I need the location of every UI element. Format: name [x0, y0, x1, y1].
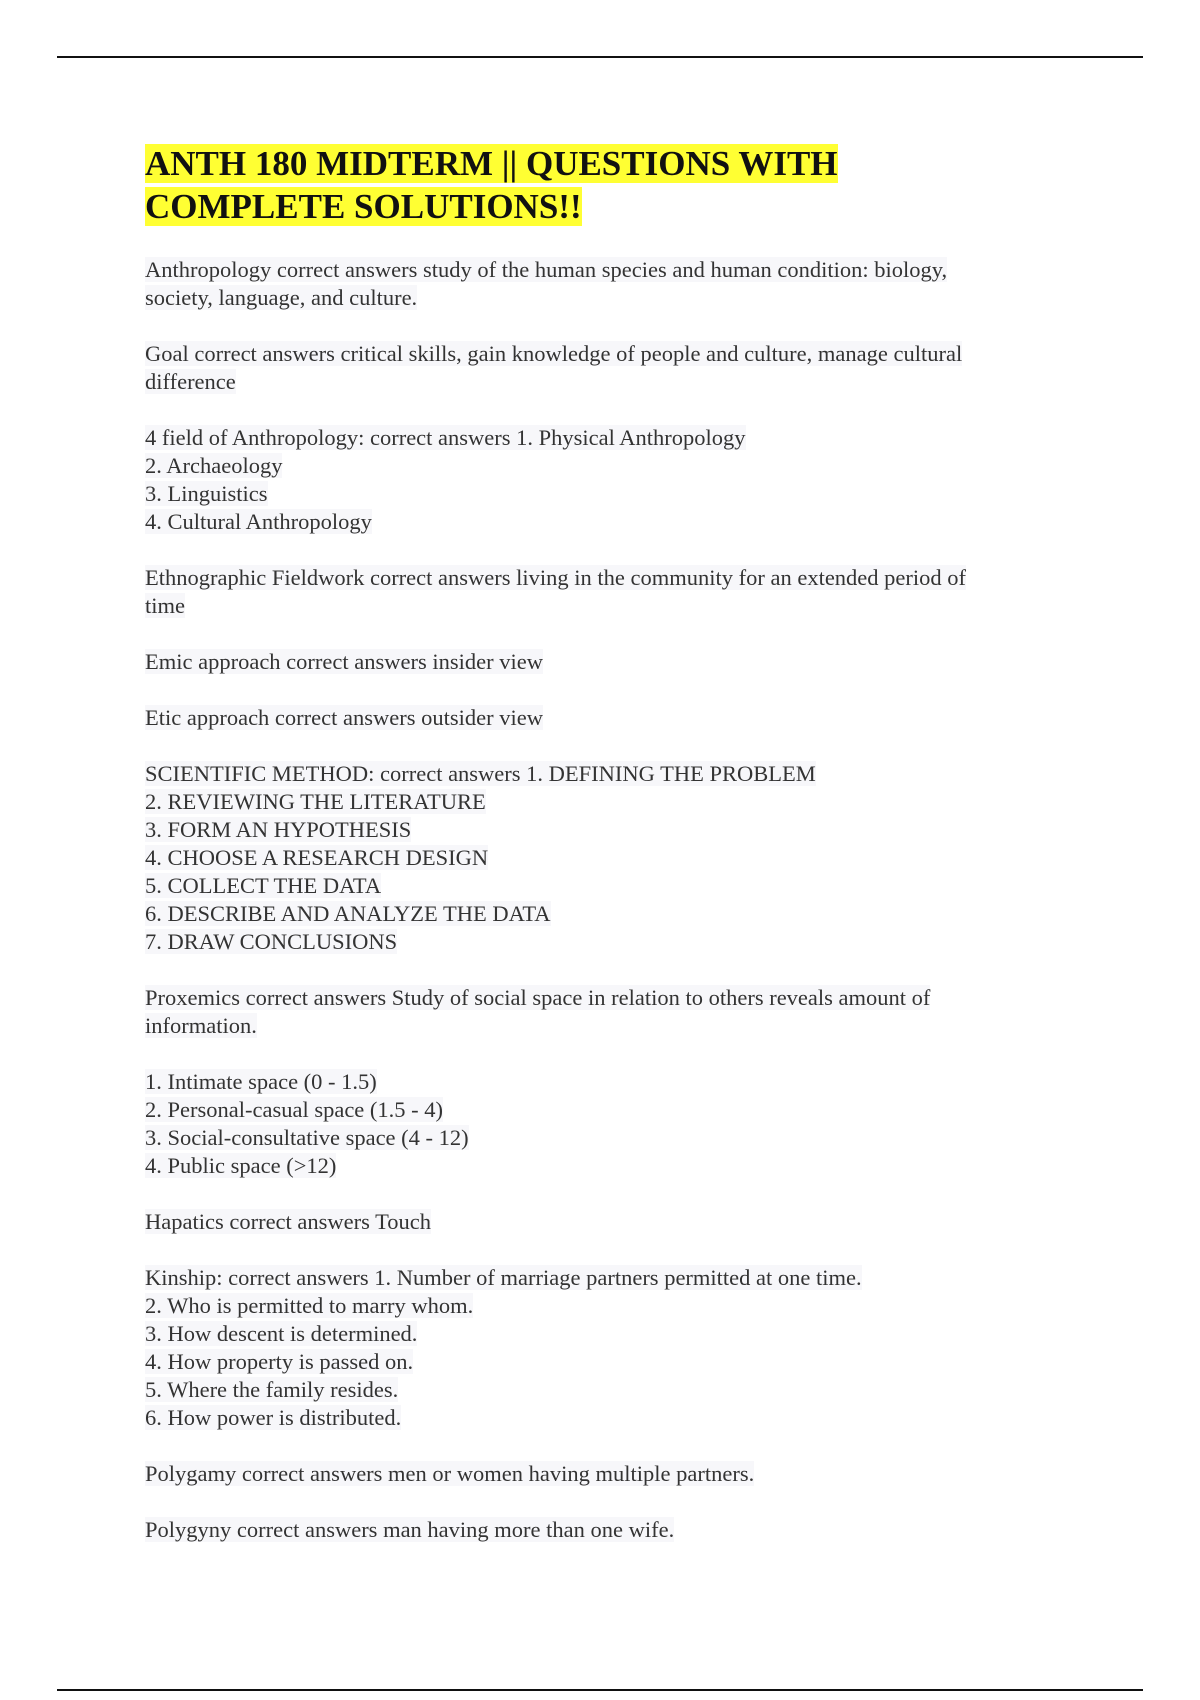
entry-line-text: Proxemics correct answers Study of social space in relation to others reveals amount of	[145, 985, 931, 1010]
entry-line	[145, 1348, 1045, 1376]
document-title-text: ANTH 180 MIDTERM || QUESTIONS WITH COMPLETE SOLUTIONS!!	[145, 144, 838, 226]
page-bottom-rule	[57, 1689, 1143, 1691]
qa-entry	[145, 424, 1045, 536]
page-top-rule	[57, 56, 1143, 58]
qa-entry	[145, 984, 1045, 1040]
qa-entry	[145, 256, 1045, 312]
entry-line	[145, 1208, 1045, 1236]
entry-line-text: 2. Archaeology	[145, 453, 283, 478]
qa-entry	[145, 1208, 1045, 1236]
entry-line	[145, 704, 1045, 732]
entry-line-text: 3. Social-consultative space (4 - 12)	[145, 1125, 469, 1150]
entry-line	[145, 788, 1045, 816]
entry-line	[145, 900, 1045, 928]
entry-line-text: Goal correct answers critical skills, gain knowledge of people and culture, manage cultural	[145, 341, 963, 366]
entry-line	[145, 648, 1045, 676]
entry-line-text: Hapatics correct answers Touch	[145, 1209, 432, 1234]
entry-line-text: 4. Public space (>12)	[145, 1153, 337, 1178]
entry-line	[145, 1152, 1045, 1180]
entry-line	[145, 844, 1045, 872]
entry-line-text: Kinship: correct answers 1. Number of marriage partners permitted at one time.	[145, 1265, 862, 1290]
entry-line-text: Emic approach correct answers insider view	[145, 649, 543, 674]
qa-entry	[145, 648, 1045, 676]
entry-line-text: information.	[145, 1013, 257, 1038]
qa-entry	[145, 1460, 1045, 1488]
entry-line	[145, 1096, 1045, 1124]
entry-line	[145, 424, 1045, 452]
document-title	[145, 142, 1045, 228]
entry-line-text: Polygamy correct answers men or women having multiple partners.	[145, 1461, 755, 1486]
entry-line-text: 6. DESCRIBE AND ANALYZE THE DATA	[145, 901, 551, 926]
entry-line	[145, 256, 1045, 284]
qa-entry	[145, 1068, 1045, 1180]
entry-line	[145, 1264, 1045, 1292]
entry-line	[145, 1376, 1045, 1404]
entry-line-text: Anthropology correct answers study of the human species and human condition: biology,	[145, 257, 948, 282]
entry-line-text: difference	[145, 369, 236, 394]
entry-line-text: 7. DRAW CONCLUSIONS	[145, 929, 398, 954]
entry-line	[145, 284, 1045, 312]
entry-line-text: SCIENTIFIC METHOD: correct answers 1. DEFINING THE PROBLEM	[145, 761, 816, 786]
entry-line-text: 4 field of Anthropology: correct answers 1. Physical Anthropology	[145, 425, 746, 450]
entry-line-text: Etic approach correct answers outsider view	[145, 705, 543, 730]
entry-line	[145, 564, 1045, 592]
entry-line	[145, 1404, 1045, 1432]
entry-line-text: 4. CHOOSE A RESEARCH DESIGN	[145, 845, 489, 870]
entry-line-text: society, language, and culture.	[145, 285, 418, 310]
entry-line	[145, 340, 1045, 368]
entry-line-text: 6. How power is distributed.	[145, 1405, 402, 1430]
entry-line-text: 4. Cultural Anthropology	[145, 509, 372, 534]
document-body	[145, 142, 1045, 1572]
entry-line-text: 1. Intimate space (0 - 1.5)	[145, 1069, 377, 1094]
entry-line	[145, 1292, 1045, 1320]
entry-list	[145, 256, 1045, 1544]
entry-line	[145, 1012, 1045, 1040]
entry-line	[145, 1516, 1045, 1544]
entry-line	[145, 928, 1045, 956]
qa-entry	[145, 340, 1045, 396]
entry-line	[145, 480, 1045, 508]
entry-line-text: 3. FORM AN HYPOTHESIS	[145, 817, 412, 842]
entry-line-text: 2. Personal-casual space (1.5 - 4)	[145, 1097, 444, 1122]
entry-line-text: 5. COLLECT THE DATA	[145, 873, 382, 898]
entry-line	[145, 1068, 1045, 1096]
entry-line	[145, 592, 1045, 620]
entry-line-text: 5. Where the family resides.	[145, 1377, 399, 1402]
entry-line-text: Ethnographic Fieldwork correct answers living in the community for an extended period of	[145, 565, 967, 590]
entry-line-text: 4. How property is passed on.	[145, 1349, 414, 1374]
entry-line	[145, 760, 1045, 788]
qa-entry	[145, 704, 1045, 732]
entry-line-text: time	[145, 593, 185, 618]
entry-line	[145, 872, 1045, 900]
qa-entry	[145, 760, 1045, 956]
entry-line	[145, 1320, 1045, 1348]
entry-line	[145, 816, 1045, 844]
entry-line-text: 2. Who is permitted to marry whom.	[145, 1293, 474, 1318]
entry-line-text: 2. REVIEWING THE LITERATURE	[145, 789, 486, 814]
entry-line	[145, 1460, 1045, 1488]
entry-line-text: 3. How descent is determined.	[145, 1321, 418, 1346]
entry-line	[145, 1124, 1045, 1152]
qa-entry	[145, 1264, 1045, 1432]
entry-line	[145, 984, 1045, 1012]
qa-entry	[145, 564, 1045, 620]
entry-line	[145, 368, 1045, 396]
entry-line-text: Polygyny correct answers man having more than one wife.	[145, 1517, 675, 1542]
entry-line	[145, 452, 1045, 480]
entry-line-text: 3. Linguistics	[145, 481, 268, 506]
qa-entry	[145, 1516, 1045, 1544]
entry-line	[145, 508, 1045, 536]
